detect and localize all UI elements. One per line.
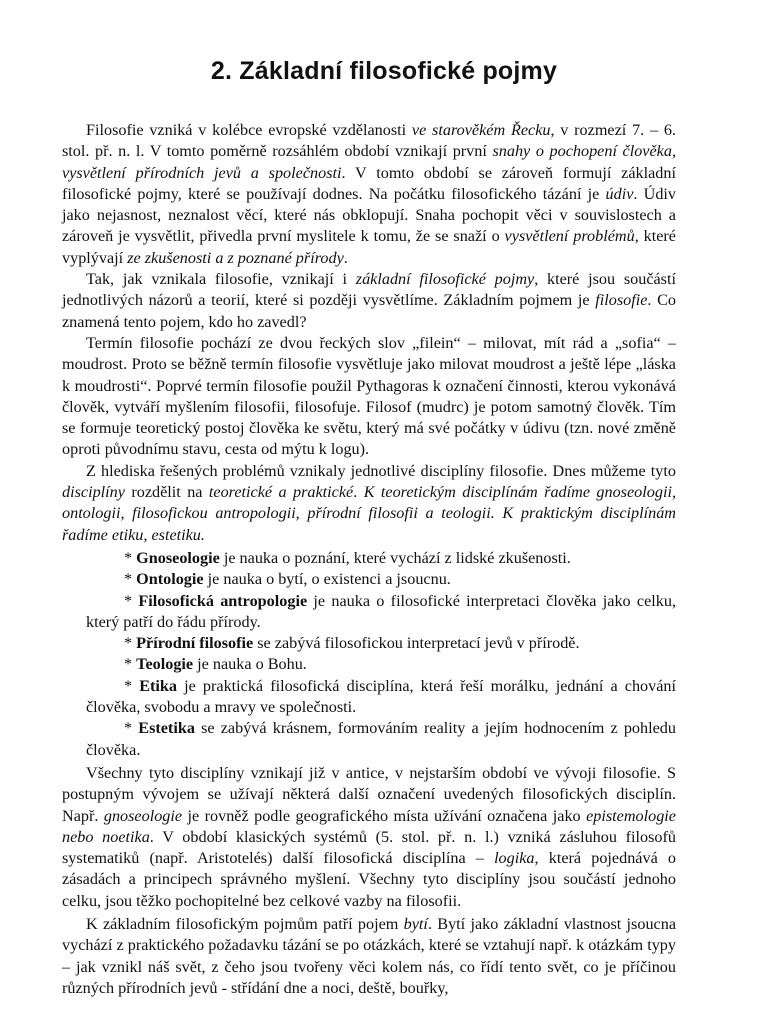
text-run: . Bytí jako základní vlastnost jsoucna vychází z praktického požadavku tázání se po otázkách, které se vztahují např. k otázkám typy – jak vznikl náš svět, z čeho jsou tvořeny věci kolem nás, co řídí tento svět, co je příčinou různých přírodních jevů - střídání dne a noci, deště, bouřky, [62, 914, 677, 997]
list-desc: je praktická filosofická disciplína, která řeší morálku, jednání a chování člověka, svobodu a mravy ve společnosti. [86, 676, 676, 717]
list-item [86, 718, 676, 761]
paragraph-antiquity [62, 763, 676, 912]
italic-run: teoretické a praktické [208, 483, 354, 502]
text-run: Tak, jak vznikala filosofie, vznikají i [86, 270, 356, 289]
document-body [62, 120, 676, 999]
text-run: . Údiv jako nejasnost, neznalost věcí, které nás obklopují. Snaha pochopit věci v souvislostech a zároveň je vysvětlit, přivedla první myslitele k tomu, že se snaží o [62, 184, 677, 246]
italic-run: údiv [605, 184, 634, 203]
italic-run: filosofie [595, 291, 648, 310]
list-term: Přírodní filosofie [136, 634, 254, 653]
list-term: Filosofická antropologie [138, 591, 308, 610]
bullet: * [124, 591, 139, 610]
page-title: 2. Základní filosofické pojmy [210, 57, 558, 85]
text-run: Filosofie vzniká v kolébce evropské vzdělanosti [86, 121, 412, 139]
text-run: Z hlediska řešených problémů vznikaly jednotlivé disciplíny filosofie. Dnes můžeme tyto [86, 461, 676, 480]
text-run: rozdělit na [124, 483, 209, 502]
italic-run: základní filosofické pojmy [355, 270, 535, 289]
list-desc: se zabývá filosofickou interpretací jevů v přírodě. [253, 634, 580, 653]
bullet: * [124, 634, 137, 653]
bullet: * [124, 570, 137, 589]
italic-run: snahy o pochopení člověka [492, 142, 672, 161]
paragraph-basic-concepts [62, 269, 676, 333]
bullet: * [124, 655, 137, 674]
italic-run: logika [494, 849, 535, 868]
paragraph-being [62, 914, 676, 999]
paragraph-origin [62, 120, 676, 269]
italic-run: K teoretickým disciplínám řadíme gnoseologii, ontologii, filosofickou antropologii, přírodní filosofii a teologii. K praktickým disciplínám řadíme etiku, estetiku. [62, 483, 676, 544]
italic-run: ve starověkém Řecku [411, 121, 551, 139]
bullet: * [124, 548, 137, 567]
list-desc: je nauka o bytí, o existenci a jsoucnu. [203, 570, 451, 589]
list-term: Teologie [136, 655, 194, 674]
italic-run: gnoseologie [103, 806, 183, 825]
text-run: . V období klasických systémů (5. stol. př. n. l.) vzniká zásluhou filosofů systematiků (např. Aristotelés) další filosofická disciplína – [62, 827, 676, 868]
text-run: , [671, 142, 676, 161]
bullet: * [124, 719, 139, 738]
list-term: Gnoseologie [136, 548, 220, 567]
italic-run: disciplíny [62, 483, 125, 502]
list-desc: je nauka o filosofické interpretaci člověka jako celku, který patří do řádu přírody. [86, 591, 677, 631]
list-desc: je nauka o poznání, které vychází z lidské zkušenosti. [219, 548, 571, 567]
italic-run: vysvětlení problémů [504, 227, 635, 246]
list-desc: se zabývá krásnem, formováním reality a jejím hodnocením z pohledu člověka. [86, 719, 676, 759]
text-run: . V tomto období se zároveň formují základní filosofické pojmy, které se používají dodnes. Na počátku filosofického tázání je [62, 163, 676, 203]
italic-run: vysvětlení přírodních jevů a společnosti [62, 163, 342, 182]
list-item [86, 633, 676, 654]
italic-run: ze zkušenosti a z poznané přírody [127, 248, 344, 267]
list-term: Etika [139, 676, 177, 695]
list-item [86, 654, 676, 675]
text-run: . [343, 248, 348, 267]
list-term: Estetika [138, 719, 195, 738]
text-run: K základním filosofickým pojmům patří pojem [86, 914, 404, 933]
list-item [86, 569, 676, 590]
text-run: , které vyplývají [62, 227, 676, 267]
text-run: . [353, 483, 364, 502]
text-run: . Co znamená tento pojem, kdo ho zavedl? [62, 291, 676, 331]
italic-run: epistemologie nebo noetika [62, 806, 676, 846]
text-run: , v rozmezí 7. – 6. stol. př. n. l. V tomto poměrně rozsáhlém období vznikají první [62, 121, 676, 161]
list-item [86, 591, 676, 634]
paragraph-disciplines [62, 461, 676, 546]
text-run: Všechny tyto disciplíny vznikají již v antice, v nejstarším období ve vývoji filosofie. S postupným vývojem se užívají některá další označení uvedených filosofických disciplín. Např. [62, 763, 676, 825]
text-run: je rovněž podle geografického místa užívání označena jako [182, 806, 587, 825]
text-run: , která pojednává o zásadách a principech správného myšlení. Všechny tyto disciplíny jsou součástí jednoho celku, jsou těžko pochopitelné bez celkové vazby na filosofii. [62, 849, 676, 910]
paragraph-term-philosophy: Termín filosofie pochází ze dvou řeckých slov „filein“ – milovat, mít rád a „sofia“ – moudrost. Proto se běžně termín filosofie vysvětluje jako milovat moudrost a ještě lépe „láska k moudrosti“. Poprvé termín filosofie použil Pythagoras k označení činnosti, kterou vykonává člověk, vytváří myšlením filosofii, filosofuje. Filosof (mudrc) je potom samotný člověk. Tím se formuje teoretický postoj člověka ke světu, který má své počátky v údivu (tzn. nové změně oproti původnímu stavu, cesta od mýtu k logu). [62, 333, 676, 459]
text-run: , které jsou součástí jednotlivých názorů a teorií, které si později vysvětlíme. Základním pojmem je [62, 270, 676, 310]
list-desc: je nauka o Bohu. [193, 655, 307, 674]
bullet: * [124, 676, 140, 695]
discipline-list [62, 548, 676, 761]
italic-run: bytí [403, 914, 428, 933]
list-term: Ontologie [136, 570, 204, 589]
list-item [86, 676, 676, 719]
list-item [86, 548, 676, 569]
